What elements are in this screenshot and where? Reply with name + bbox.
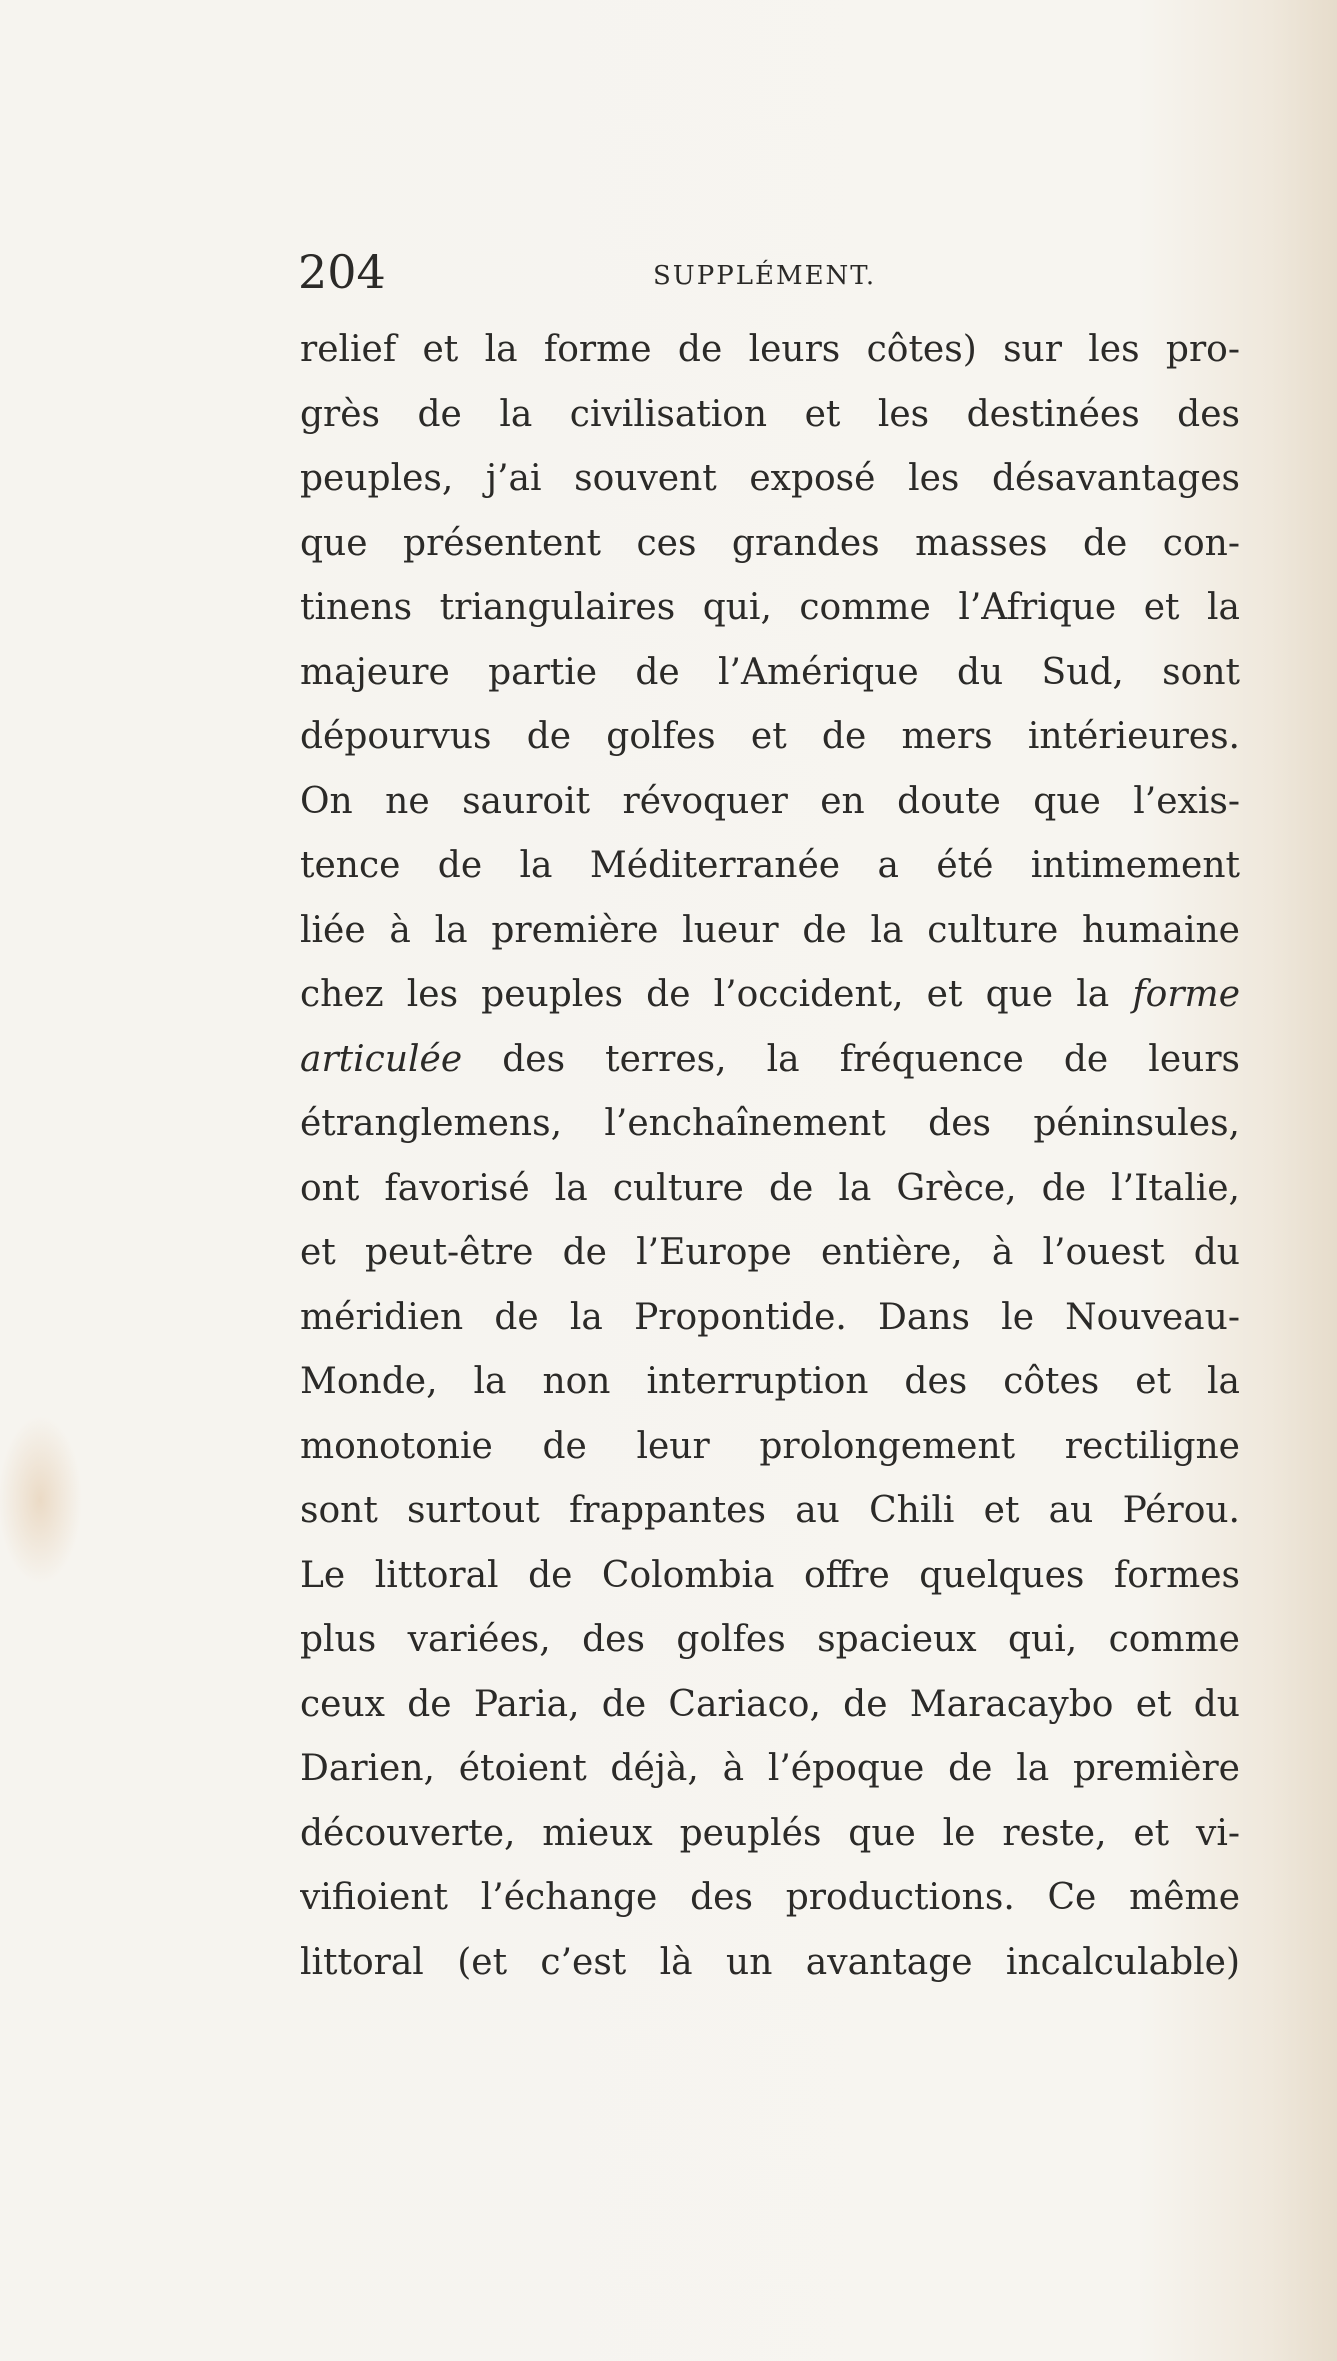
text-line: plus variées, des golfes spacieux qui, comme <box>300 1619 1240 1660</box>
text-line: que présentent ces grandes masses de con- <box>300 522 1240 564</box>
text-line: étranglemens, l’enchaînement des péninsules, <box>300 1103 1240 1144</box>
text-line: littoral (et c’est là un avantage incalculable) <box>300 1941 1240 1983</box>
text-line: Le littoral de Colombia offre quelques formes <box>300 1554 1240 1596</box>
text-line: Monde, la non interruption des côtes et la <box>300 1361 1240 1402</box>
body-text <box>300 318 1240 1995</box>
running-head: SUPPLÉMENT. <box>653 261 877 291</box>
text-line: ont favorisé la culture de la Grèce, de l’Italie, <box>300 1167 1240 1209</box>
page-header <box>298 245 1238 305</box>
text-line: vifioient l’échange des productions. Ce même <box>300 1877 1240 1918</box>
text-line: monotonie de leur prolongement rectiligne <box>300 1425 1240 1467</box>
page-number: 204 <box>298 245 386 299</box>
text-line: On ne sauroit révoquer en doute que l’exis- <box>300 780 1240 822</box>
text-line: tence de la Méditerranée a été intimement <box>300 845 1240 886</box>
text-line: sont surtout frappantes au Chili et au Pérou. <box>300 1490 1240 1531</box>
text-line: méridien de la Propontide. Dans le Nouveau- <box>300 1296 1240 1338</box>
text-line: Darien, étoient déjà, à l’époque de la première <box>300 1748 1240 1789</box>
text-line-with-italic <box>300 963 1240 1028</box>
text-line-with-italic <box>300 1028 1240 1093</box>
text-line: relief et la forme de leurs côtes) sur les pro- <box>300 329 1240 370</box>
italic-word-forme: forme <box>1132 974 1240 1015</box>
text-line: et peut-être de l’Europe entière, à l’ouest du <box>300 1232 1240 1273</box>
text-line: ceux de Paria, de Cariaco, de Maracaybo et du <box>300 1683 1240 1725</box>
text-line: grès de la civilisation et les destinées des <box>300 393 1240 435</box>
text-line: tinens triangulaires qui, comme l’Afrique et la <box>300 587 1240 628</box>
text-line: dépourvus de golfes et de mers intérieures. <box>300 716 1240 757</box>
text-fragment: des terres, la fréquence de leurs <box>462 1038 1240 1080</box>
italic-word-articulee: articulée <box>300 1038 463 1080</box>
text-line: découverte, mieux peuplés que le reste, et vi- <box>300 1812 1240 1854</box>
text-line: peuples, j’ai souvent exposé les désavantages <box>300 458 1240 499</box>
text-line: majeure partie de l’Amérique du Sud, sont <box>300 651 1240 693</box>
text-fragment: chez les peuples de l’occident, et que la <box>300 974 1133 1015</box>
text-line: liée à la première lueur de la culture humaine <box>300 909 1240 951</box>
